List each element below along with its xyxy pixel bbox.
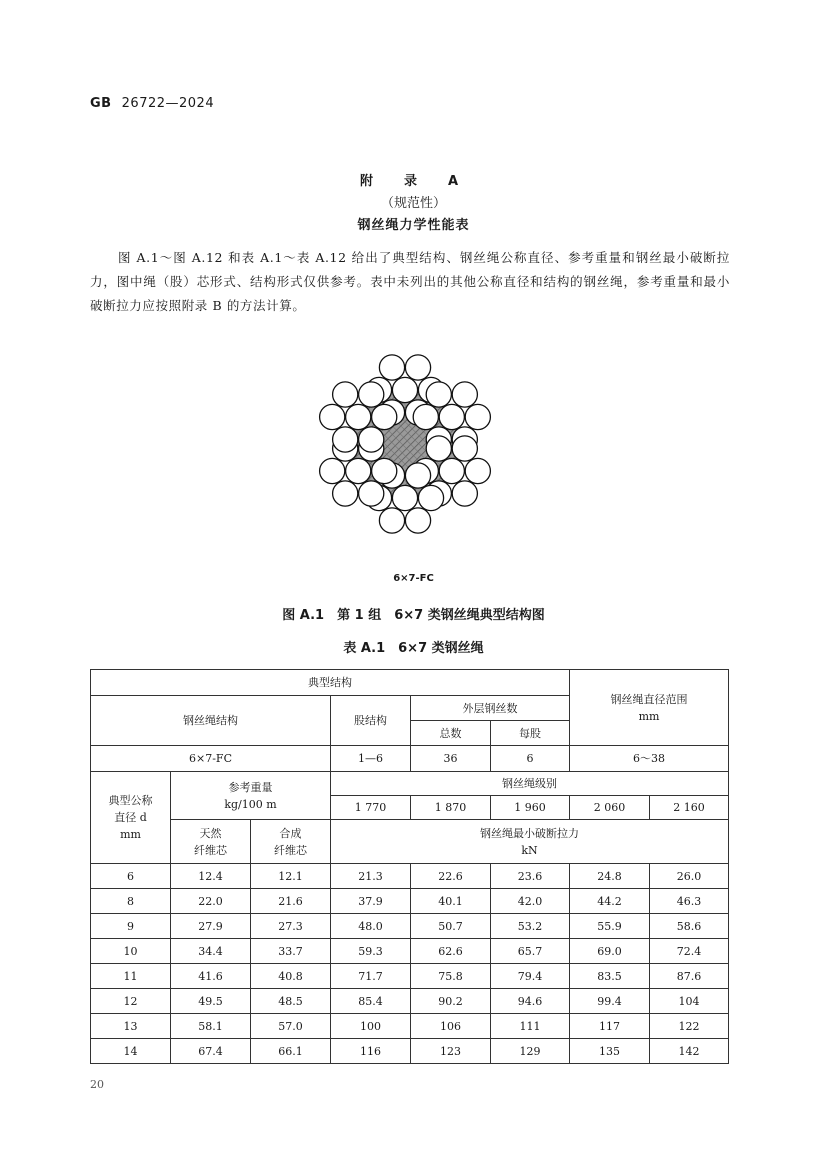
table-cell: 58.6 — [650, 914, 729, 939]
table-cell: 12.1 — [251, 864, 331, 889]
table-cell: 104 — [650, 989, 729, 1014]
table-cell: 33.7 — [251, 939, 331, 964]
strand-outer-wire — [452, 382, 477, 407]
table-cell: 26.0 — [650, 864, 729, 889]
annex-name: 钢丝绳力学性能表 — [357, 218, 470, 233]
table-cell: 65.7 — [491, 939, 570, 964]
outer-total-header: 总数 — [411, 721, 491, 746]
table-cell: 129 — [491, 1039, 570, 1064]
table-cell: 116 — [331, 1039, 411, 1064]
outer-per-strand-header: 每股 — [491, 721, 570, 746]
strand-outer-wire — [372, 458, 397, 483]
strand-outer-wire — [320, 404, 345, 429]
strand-outer-wire — [426, 382, 451, 407]
nominal-diameter-header — [91, 772, 171, 864]
table-cell: 24.8 — [570, 864, 650, 889]
page-number: 20 — [90, 1078, 104, 1091]
table-cell: 69.0 — [570, 939, 650, 964]
table-cell: 23.6 — [491, 864, 570, 889]
table-cell: 40.8 — [251, 964, 331, 989]
table-cell: 99.4 — [570, 989, 650, 1014]
table-cell: 22.0 — [171, 889, 251, 914]
table-cell: 106 — [411, 1014, 491, 1039]
ref-weight-header — [171, 772, 331, 820]
table-cell: 46.3 — [650, 889, 729, 914]
table-cell: 75.8 — [411, 964, 491, 989]
table-cell: 123 — [411, 1039, 491, 1064]
natural-fiber-core-line2: 纤维芯 — [194, 843, 227, 857]
rope-properties-table — [90, 669, 729, 1064]
table-row — [91, 1039, 729, 1064]
strand-center-wire — [392, 377, 417, 402]
annex-title: 附 录 A — [359, 174, 468, 189]
table-cell: 85.4 — [331, 989, 411, 1014]
synthetic-fiber-core-line1: 合成 — [279, 826, 302, 840]
strand-outer-wire — [333, 382, 358, 407]
strand-outer-wire — [372, 404, 397, 429]
grade-1870: 1 870 — [411, 796, 491, 820]
table-cell: 12.4 — [171, 864, 251, 889]
table-cell: 13 — [91, 1014, 171, 1039]
natural-fiber-core-header — [171, 820, 251, 864]
table-cell: 27.9 — [171, 914, 251, 939]
strand-outer-wire — [379, 508, 404, 533]
table-row — [91, 864, 729, 889]
table-cell: 12 — [91, 989, 171, 1014]
table-cell: 57.0 — [251, 1014, 331, 1039]
strand-structure-header: 股结构 — [331, 696, 411, 746]
nominal-diameter-line2: 直径 d — [114, 811, 147, 824]
table-row — [91, 889, 729, 914]
grade-header: 钢丝绳级别 — [331, 772, 729, 796]
grade-1770: 1 770 — [331, 796, 411, 820]
table-cell: 59.3 — [331, 939, 411, 964]
table-cell: 11 — [91, 964, 171, 989]
strand-center-wire — [346, 458, 371, 483]
table-cell: 49.5 — [171, 989, 251, 1014]
table-body — [91, 864, 729, 1064]
table-cell: 14 — [91, 1039, 171, 1064]
table-cell: 53.2 — [491, 914, 570, 939]
table-cell: 48.5 — [251, 989, 331, 1014]
strand-center-wire — [346, 404, 371, 429]
table-cell: 48.0 — [331, 914, 411, 939]
strand-outer-wire — [418, 485, 443, 510]
diameter-range-label: 钢丝绳直径范围 — [610, 692, 688, 706]
strand-center-wire — [439, 458, 464, 483]
strand-outer-wire — [405, 355, 430, 380]
strand-outer-wire — [452, 436, 477, 461]
standard-code: 26722—2024 — [121, 96, 215, 111]
strand-outer-wire — [320, 458, 345, 483]
table-cell: 8 — [91, 889, 171, 914]
strand-outer-wire — [379, 355, 404, 380]
grade-2160: 2 160 — [650, 796, 729, 820]
strand-outer-wire — [426, 436, 451, 461]
rope-cross-section-figure — [295, 312, 525, 572]
strand-outer-wire — [405, 463, 430, 488]
table-cell: 135 — [570, 1039, 650, 1064]
table-cell: 58.1 — [171, 1014, 251, 1039]
table-cell: 37.9 — [331, 889, 411, 914]
strand-outer-wire — [359, 481, 384, 506]
standard-prefix: GB — [90, 96, 112, 111]
intro-paragraph: 图 A.1～图 A.12 和表 A.1～表 A.12 给出了典型结构、钢丝绳公称直径、参考重量和钢丝最小破断拉力，图中绳（股）芯形式、结构形式仅供参考。表中未列出的其他公称直径和结构的钢丝绳，参考重量和最小破断拉力应按照附录 B 的方法计算。 — [90, 250, 730, 313]
table-cell: 34.4 — [171, 939, 251, 964]
table-caption: 表 A.1 6×7 类钢丝绳 — [343, 641, 484, 656]
table-cell: 62.6 — [411, 939, 491, 964]
table-cell: 117 — [570, 1014, 650, 1039]
synthetic-fiber-core-line2: 纤维芯 — [274, 843, 307, 857]
table-row — [91, 989, 729, 1014]
strand-outer-wire — [465, 404, 490, 429]
annex-type: （规范性） — [380, 196, 446, 211]
table-row — [91, 914, 729, 939]
grade-1960: 1 960 — [491, 796, 570, 820]
ref-weight-label: 参考重量 — [228, 780, 273, 794]
strand-structure-value: 1—6 — [331, 746, 411, 772]
min-breaking-force-unit: kN — [521, 843, 538, 857]
strand-outer-wire — [333, 427, 358, 452]
outer-total-value: 36 — [411, 746, 491, 772]
table-cell: 10 — [91, 939, 171, 964]
figure-label: 6×7-FC — [393, 573, 434, 584]
table-cell: 90.2 — [411, 989, 491, 1014]
diameter-range-header — [570, 670, 729, 746]
table-row — [91, 964, 729, 989]
typical-structure-header: 典型结构 — [91, 670, 570, 696]
table-cell: 42.0 — [491, 889, 570, 914]
table-cell: 142 — [650, 1039, 729, 1064]
min-breaking-force-label: 钢丝绳最小破断拉力 — [480, 826, 579, 840]
table-cell: 87.6 — [650, 964, 729, 989]
strand-outer-wire — [359, 427, 384, 452]
table-cell: 9 — [91, 914, 171, 939]
table-cell: 71.7 — [331, 964, 411, 989]
table-cell: 79.4 — [491, 964, 570, 989]
strand-center-wire — [439, 404, 464, 429]
standard-number — [90, 96, 214, 111]
table-cell: 67.4 — [171, 1039, 251, 1064]
strand-outer-wire — [359, 382, 384, 407]
table-cell: 72.4 — [650, 939, 729, 964]
table-cell: 27.3 — [251, 914, 331, 939]
table-cell: 100 — [331, 1014, 411, 1039]
table-cell: 83.5 — [570, 964, 650, 989]
figure-caption: 图 A.1 第 1 组 6×7 类钢丝绳典型结构图 — [282, 608, 545, 623]
outer-per-strand-value: 6 — [491, 746, 570, 772]
strand-outer-wire — [452, 481, 477, 506]
strand-outer-wire — [465, 458, 490, 483]
table-cell: 122 — [650, 1014, 729, 1039]
grade-2060: 2 060 — [570, 796, 650, 820]
outer-wires-header: 外层钢丝数 — [411, 696, 570, 721]
nominal-diameter-line1: 典型公称 — [108, 794, 153, 807]
synthetic-fiber-core-header — [251, 820, 331, 864]
diameter-range-value: 6～38 — [570, 746, 729, 772]
table-cell: 6 — [91, 864, 171, 889]
min-breaking-force-header — [331, 820, 729, 864]
strand-outer-wire — [405, 508, 430, 533]
table-cell: 111 — [491, 1014, 570, 1039]
rope-cross-section-diagram — [295, 312, 525, 572]
rope-structure-header: 钢丝绳结构 — [91, 696, 331, 746]
table-cell: 50.7 — [411, 914, 491, 939]
table-cell: 66.1 — [251, 1039, 331, 1064]
table-row — [91, 939, 729, 964]
table-cell: 94.6 — [491, 989, 570, 1014]
strand-outer-wire — [413, 404, 438, 429]
natural-fiber-core-line1: 天然 — [199, 826, 222, 840]
strand-center-wire — [392, 485, 417, 510]
strand-outer-wire — [333, 481, 358, 506]
table-cell: 55.9 — [570, 914, 650, 939]
table-cell: 41.6 — [171, 964, 251, 989]
table-row — [91, 1014, 729, 1039]
ref-weight-unit: kg/100 m — [224, 797, 277, 811]
table-cell: 21.6 — [251, 889, 331, 914]
table-cell: 22.6 — [411, 864, 491, 889]
diameter-range-unit: mm — [638, 709, 660, 723]
nominal-diameter-unit: mm — [120, 828, 141, 841]
table-cell: 40.1 — [411, 889, 491, 914]
table-cell: 21.3 — [331, 864, 411, 889]
rope-structure-value: 6×7-FC — [91, 746, 331, 772]
table-cell: 44.2 — [570, 889, 650, 914]
